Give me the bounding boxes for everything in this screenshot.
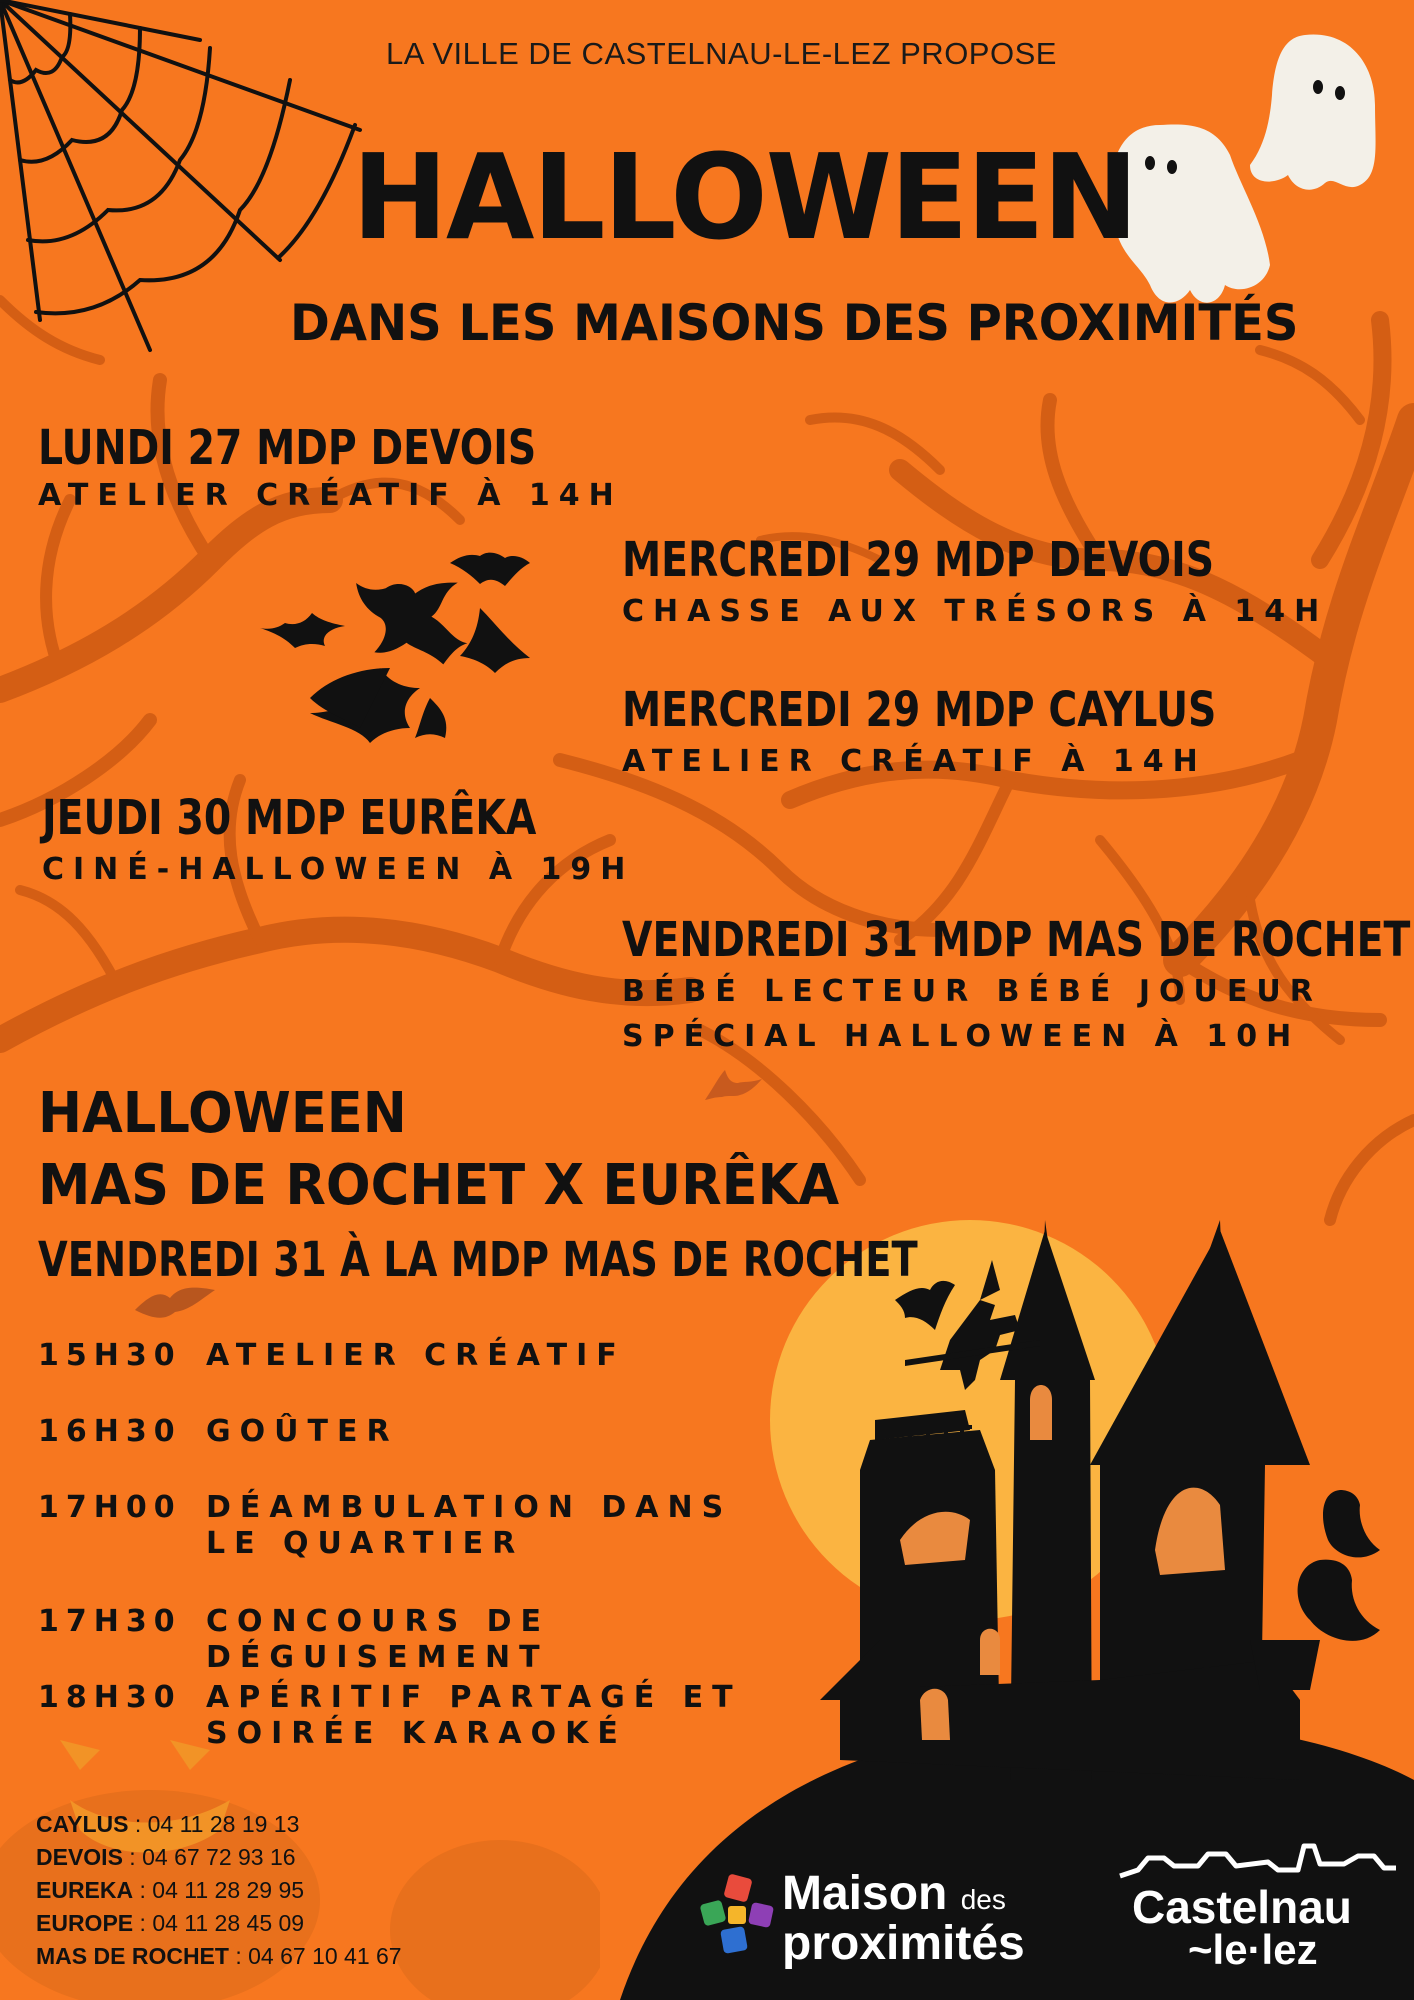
ghosts-icon (1090, 25, 1400, 325)
page-subtitle: DANS LES MAISONS DES PROXIMITÉS (290, 294, 1299, 352)
maison-logo-icon (698, 1874, 778, 1960)
logo-word: des (960, 1884, 1006, 1915)
contact-phone: 04 67 10 41 67 (248, 1943, 402, 1969)
contact-name: EUREKA (36, 1877, 134, 1903)
event-item (38, 420, 646, 513)
event-item (622, 912, 1414, 1054)
event-item (622, 682, 1347, 779)
contact-name: DEVOIS (36, 1844, 123, 1870)
contact-phone: 04 67 72 93 16 (142, 1844, 296, 1870)
schedule-time: 17H30 (38, 1604, 182, 1639)
contact-row: DEVOIS : 04 67 72 93 16 (36, 1844, 296, 1870)
event-detail: CHASSE AUX TRÉSORS À 14H (622, 594, 1329, 629)
page-title: HALLOWEEN (352, 128, 1137, 266)
contact-row: EUREKA : 04 11 28 29 95 (36, 1877, 305, 1903)
contact-row: CAYLUS : 04 11 28 19 13 (36, 1811, 300, 1837)
event-title: JEUDI 30 MDP EURÊKA (42, 790, 537, 846)
bats-icon (250, 548, 580, 768)
event-title: LUNDI 27 MDP DEVOIS (38, 420, 537, 476)
schedule-activity: GOÛTER (206, 1414, 399, 1449)
special-heading: HALLOWEEN (38, 1081, 407, 1146)
event-detail: SPÉCIAL HALLOWEEN À 10H (622, 1019, 1301, 1054)
contact-phone: 04 11 28 29 95 (152, 1877, 305, 1903)
event-detail: BÉBÉ LECTEUR BÉBÉ JOUEUR (622, 974, 1322, 1009)
contact-phone: 04 11 28 19 13 (147, 1811, 300, 1837)
logo-word: ~le·lez (1188, 1926, 1318, 1973)
contact-row: EUROPE : 04 11 28 45 09 (36, 1910, 305, 1936)
event-title: MERCREDI 29 MDP CAYLUS (622, 682, 1217, 738)
event-item (622, 532, 1344, 629)
event-detail: CINÉ-HALLOWEEN À 19H (42, 852, 635, 887)
schedule-activity: DÉAMBULATION DANS LE QUARTIER (206, 1490, 733, 1561)
tagline: LA VILLE DE CASTELNAU-LE-LEZ PROPOSE (386, 36, 1057, 71)
contact-name: CAYLUS (36, 1811, 129, 1837)
event-detail: ATELIER CRÉATIF À 14H (622, 744, 1207, 779)
special-date: VENDREDI 31 À LA MDP MAS DE ROCHET (38, 1232, 918, 1288)
castelnau-logo (1118, 1840, 1398, 1980)
schedule-activity: ATELIER CRÉATIF (206, 1338, 626, 1373)
contact-row: MAS DE ROCHET : 04 67 10 41 67 (36, 1943, 402, 1969)
contact-phone: 04 11 28 45 09 (152, 1910, 305, 1936)
schedule-time: 18H30 (38, 1680, 182, 1715)
event-title: VENDREDI 31 MDP MAS DE ROCHET (622, 912, 1411, 968)
schedule-time: 16H30 (38, 1414, 182, 1449)
contact-name: EUROPE (36, 1910, 134, 1936)
event-detail: ATELIER CRÉATIF À 14H (38, 478, 623, 513)
maison-des-proximites-logo (698, 1866, 1078, 1976)
logo-word: Castelnau (1132, 1881, 1352, 1933)
contact-name: MAS DE ROCHET (36, 1943, 229, 1969)
small-bat-icon (700, 1065, 770, 1105)
schedule-time: 15H30 (38, 1338, 182, 1373)
skyline-icon (1118, 1840, 1398, 1880)
schedule-time: 17H00 (38, 1490, 182, 1525)
schedule-activity: APÉRITIF PARTAGÉ ET SOIRÉE KARAOKÉ (206, 1680, 742, 1751)
contacts-list (36, 1808, 402, 1973)
logo-word: proximités (782, 1917, 1025, 1970)
special-heading: MAS DE ROCHET X EURÊKA (38, 1153, 840, 1218)
event-title: MERCREDI 29 MDP DEVOIS (622, 532, 1215, 588)
schedule-activity: CONCOURS DE DÉGUISEMENT (206, 1604, 551, 1675)
logo-word: Maison (782, 1867, 948, 1920)
event-item (42, 790, 645, 887)
